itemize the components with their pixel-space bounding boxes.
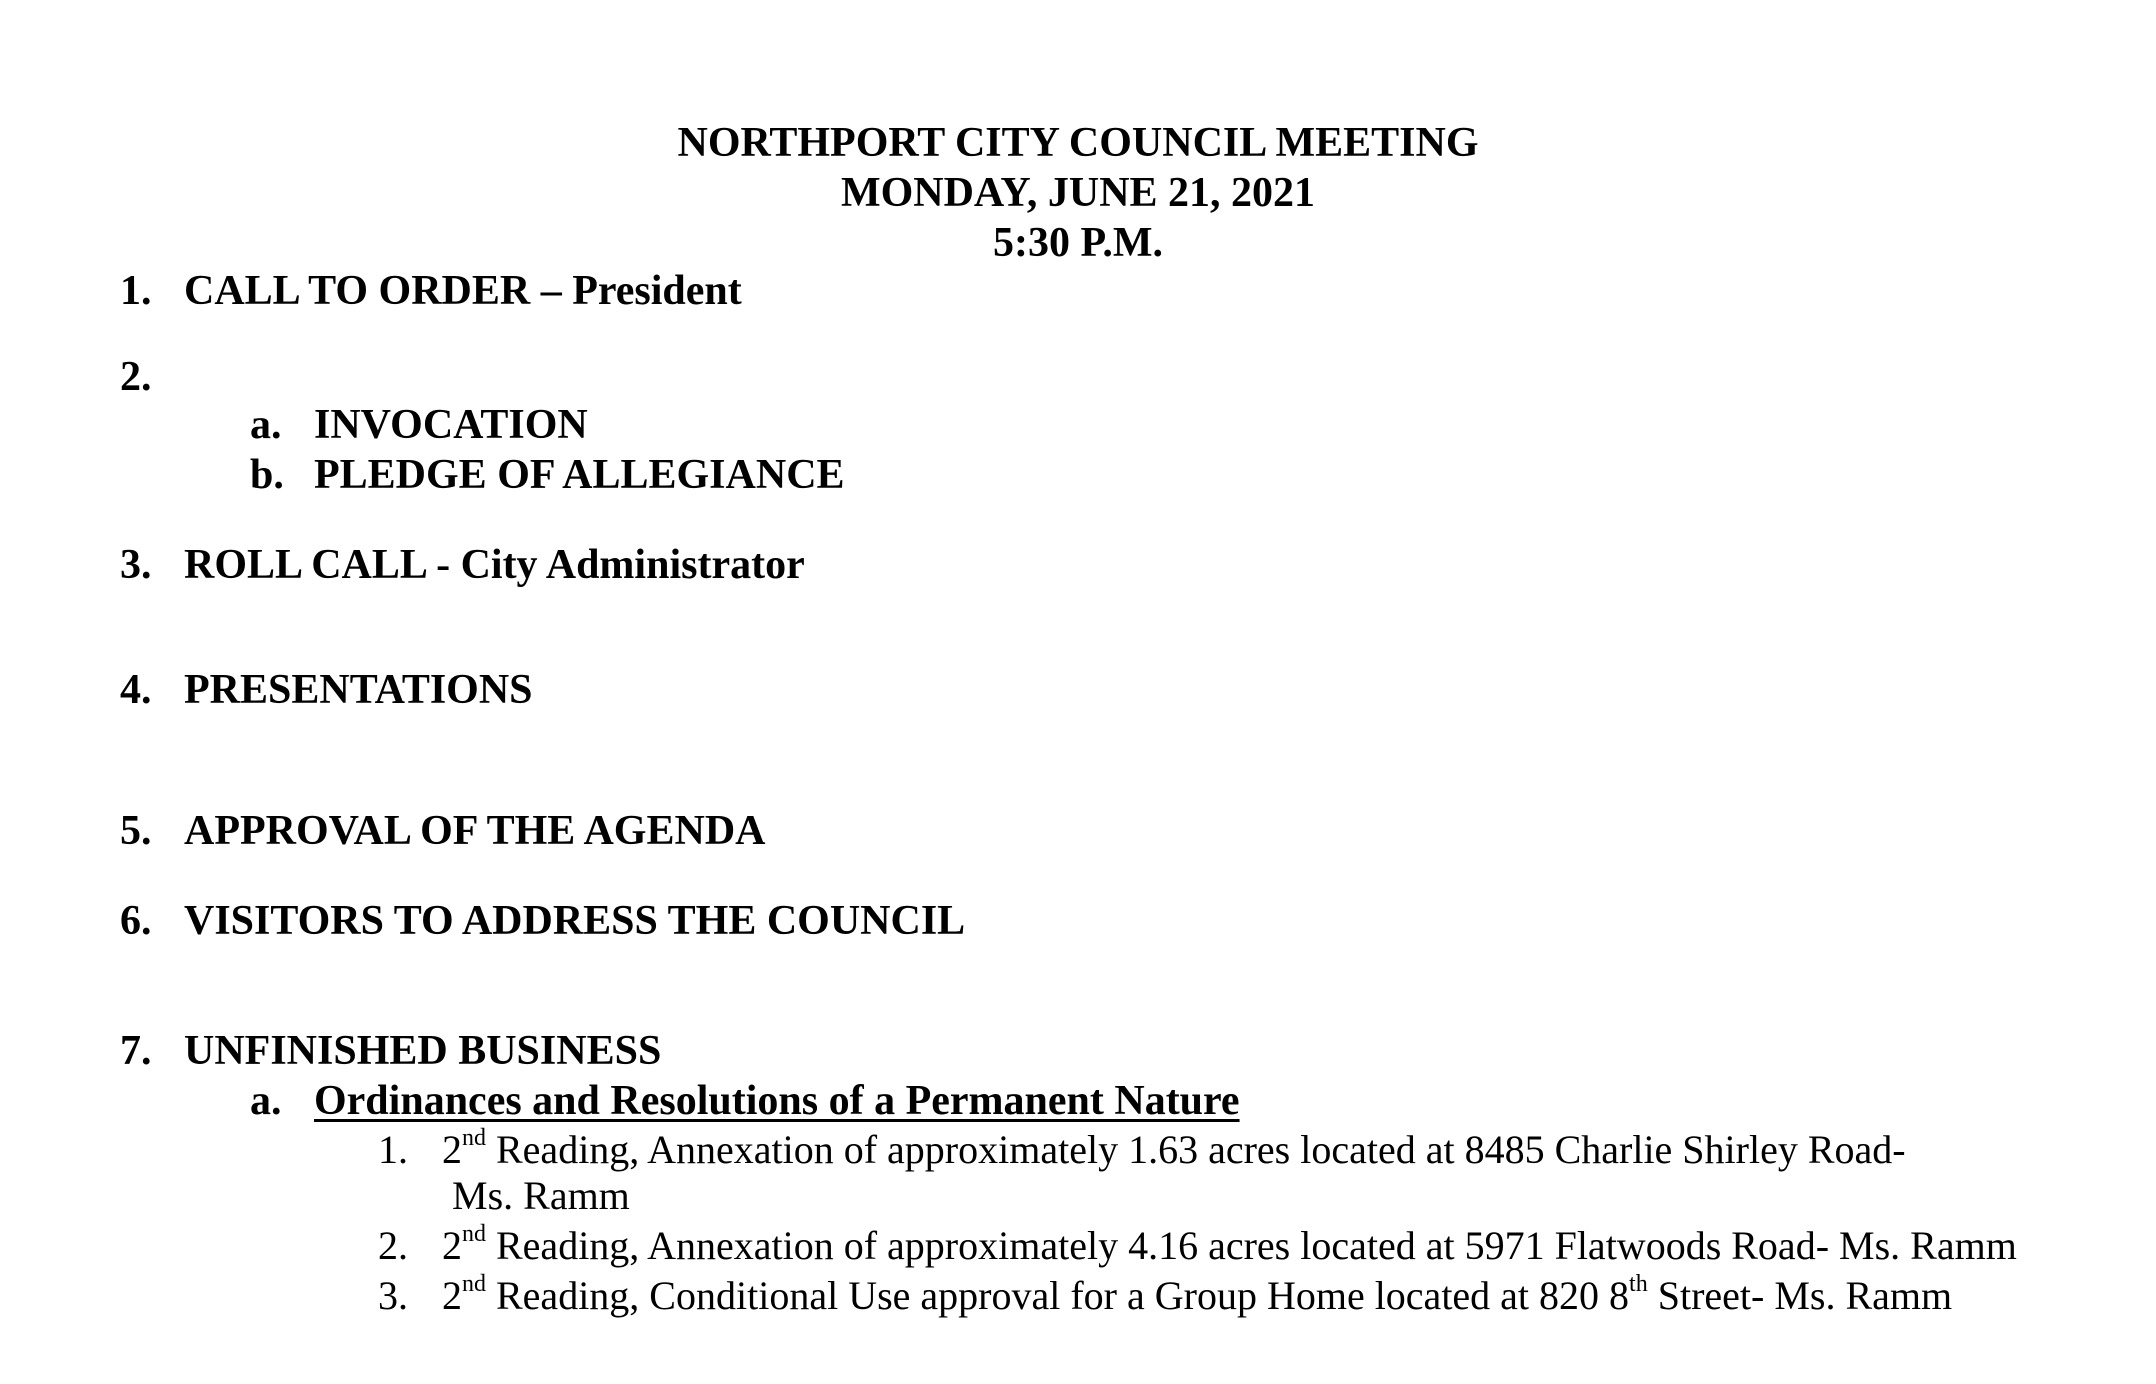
meeting-time: 5:30 P.M. — [993, 220, 1163, 266]
item-text: VISITORS TO ADDRESS THE COUNCIL — [184, 898, 966, 944]
ordinance-entry-1-continuation: Ms. Ramm — [452, 1173, 630, 1218]
item-number: 1. — [120, 268, 152, 314]
entry-text: 2nd Reading, Annexation of approximately 4.16 acres located at 5971 Flatwoods Road- Ms. Ramm — [442, 1220, 2017, 1268]
item-text: ROLL CALL - City Administrator — [184, 542, 805, 588]
meeting-title: NORTHPORT CITY COUNCIL MEETING — [677, 120, 1479, 166]
item-number: 4. — [120, 667, 152, 713]
sub-heading: Ordinances and Resolutions of a Permanent Nature — [314, 1078, 1240, 1124]
sub-label: a. — [250, 402, 282, 448]
sub-label: b. — [250, 452, 284, 498]
entry-number: 1. — [378, 1127, 408, 1172]
item-number: 7. — [120, 1028, 152, 1074]
item-text: CALL TO ORDER – President — [184, 268, 742, 314]
item-text: PRESENTATIONS — [184, 667, 533, 713]
item-number: 2. — [120, 354, 152, 400]
entry-number: 2. — [378, 1223, 408, 1268]
sub-label: a. — [250, 1078, 282, 1124]
item-text: UNFINISHED BUSINESS — [184, 1028, 662, 1074]
item-text: APPROVAL OF THE AGENDA — [184, 808, 766, 854]
entry-text: 2nd Reading, Annexation of approximately 1.63 acres located at 8485 Charlie Shirley Road- — [442, 1124, 1906, 1172]
item-number: 3. — [120, 542, 152, 588]
item-number: 5. — [120, 808, 152, 854]
entry-text: 2nd Reading, Conditional Use approval for a Group Home located at 820 8th Street- Ms. Ramm — [442, 1270, 1953, 1318]
sub-text: PLEDGE OF ALLEGIANCE — [314, 452, 845, 498]
item-number: 6. — [120, 898, 152, 944]
meeting-date: MONDAY, JUNE 21, 2021 — [840, 170, 1316, 216]
entry-number: 3. — [378, 1273, 408, 1318]
sub-text: INVOCATION — [314, 402, 588, 448]
